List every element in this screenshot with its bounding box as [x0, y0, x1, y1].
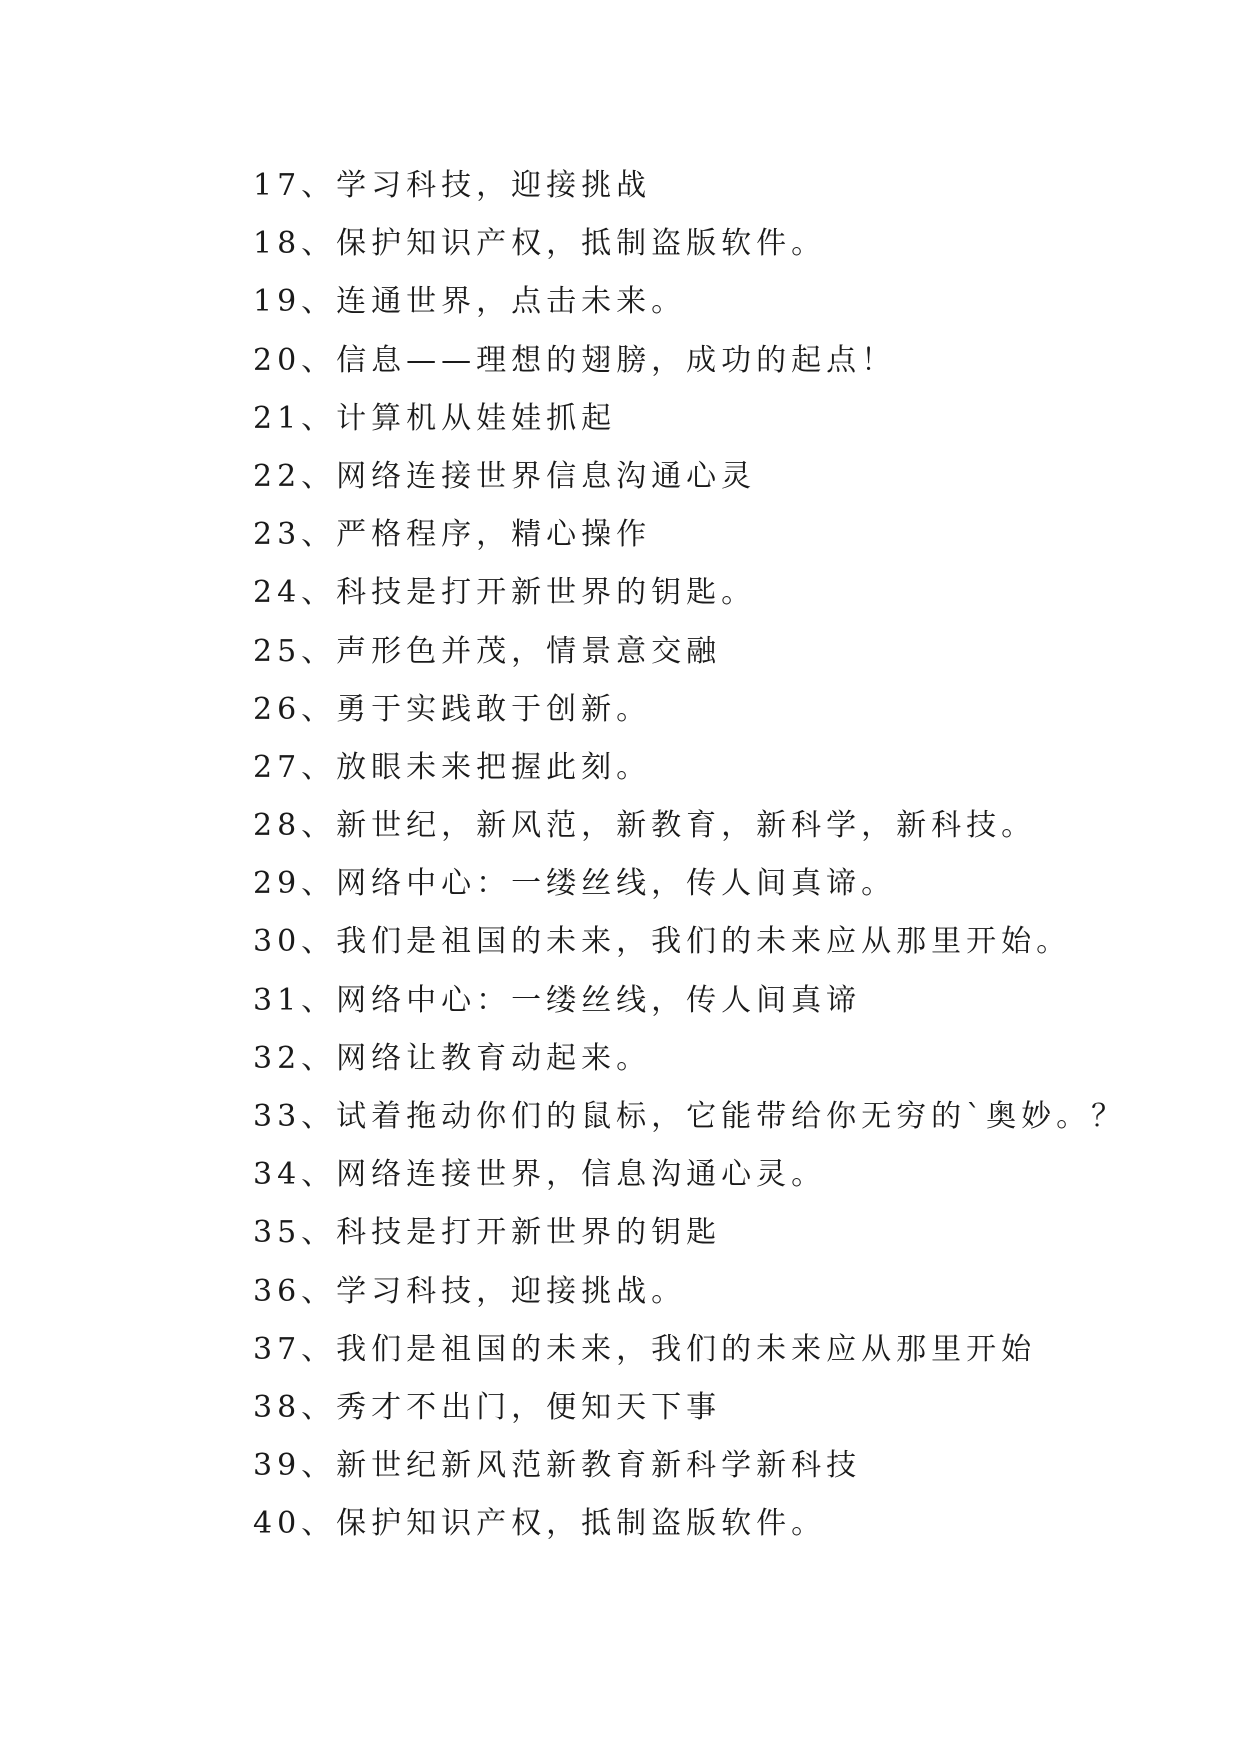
list-item: 20、信息——理想的翅膀，成功的起点！ — [253, 342, 897, 378]
list-item: 17、学习科技，迎接挑战 — [253, 168, 652, 203]
list-item: 35、科技是打开新世界的钥匙 — [253, 1215, 722, 1251]
list-item: 24、科技是打开新世界的钥匙。 — [253, 575, 757, 611]
list-item: 25、声形色并茂，情景意交融 — [253, 633, 722, 669]
list-item: 34、网络连接世界，信息沟通心灵。 — [253, 1157, 827, 1193]
slogan-list — [253, 157, 1126, 1554]
list-item: 39、新世纪新风范新教育新科学新科技 — [253, 1448, 862, 1484]
list-item: 26、勇于实践敢于创新。 — [253, 691, 652, 727]
list-item: 31、网络中心：一缕丝线，传人间真谛 — [253, 982, 862, 1018]
list-item: 23、严格程序，精心操作 — [253, 517, 652, 553]
list-item: 21、计算机从娃娃抓起 — [253, 400, 617, 436]
list-item: 30、我们是祖国的未来，我们的未来应从那里开始。 — [253, 924, 1072, 960]
list-item: 40、保护知识产权，抵制盗版软件。 — [253, 1506, 827, 1542]
list-item: 33、试着拖动你们的鼠标，它能带给你无穷的`奥妙。？ — [253, 1099, 1127, 1134]
list-item: 36、学习科技，迎接挑战。 — [253, 1273, 687, 1309]
list-item: 32、网络让教育动起来。 — [253, 1040, 652, 1076]
list-item: 28、新世纪，新风范，新教育，新科学，新科技。 — [253, 808, 1037, 844]
list-item: 27、放眼未来把握此刻。 — [253, 749, 652, 785]
list-item: 37、我们是祖国的未来，我们的未来应从那里开始 — [253, 1331, 1037, 1367]
list-item: 19、连通世界，点击未来。 — [253, 284, 687, 320]
list-item: 22、网络连接世界信息沟通心灵 — [253, 458, 757, 494]
list-item: 29、网络中心：一缕丝线，传人间真谛。 — [253, 866, 897, 902]
list-item: 18、保护知识产权，抵制盗版软件。 — [253, 226, 827, 262]
list-item: 38、秀才不出门，便知天下事 — [253, 1389, 722, 1425]
